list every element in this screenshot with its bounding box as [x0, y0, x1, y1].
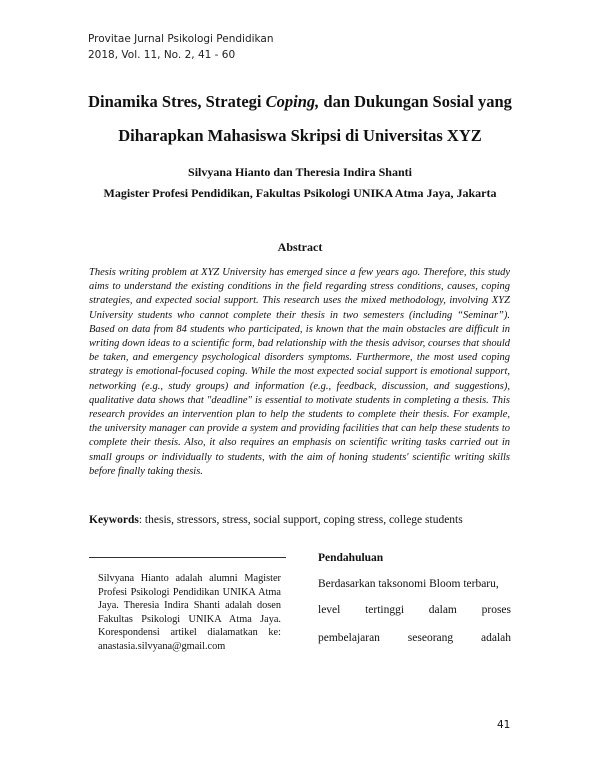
footnote-divider — [89, 557, 286, 558]
body-text-line: Berdasarkan taksonomi Bloom terbaru, — [318, 578, 499, 590]
keywords-text: : thesis, stressors, stress, social support, coping stress, college students — [138, 514, 463, 526]
page-number: 41 — [497, 719, 511, 731]
paper-title-line-1 — [40, 92, 560, 112]
keywords-label: Keywords — [89, 514, 139, 526]
title-part-b: dan Dukungan Sosial yang — [319, 92, 512, 111]
section-heading: Pendahuluan — [318, 552, 384, 564]
abstract-text: Thesis writing problem at XYZ University has emerged since a few years ago. Therefore, this study aims to understand the existing conditions in the field regarding stress conditions, causes, coping strategies, and expected social support. This research uses the mixed methodology, involving XYZ University students who cannot complete their thesis in two semesters (including “Seminar”). Based on data from 84 students who participated, is known that the main obstacles are difficult in writing down ideas to a scientific form, bad relationship with the thesis advisor, courses that should be taken, and emergency psychological disorders symptoms. Furthermore, the most used coping strategy is emotional-focused coping. While the most expected social support is emotional support, networking (e.g., study groups) and information (e.g., feedback, discussion, and suggestions), qualitative data shows that "deadline" is essential to motivate students in completing a thesis. This research provides an intervention plan to help the students to complete their thesis. For example, the university manager can provide a system and providing facilities that can help these students to complete their thesis. Also, it also requires an emphasis on scientific writing tasks carried out in small groups or individually to students, with the aim of honing students' scientific writing skills before finally taking thesis. — [89, 267, 510, 477]
author-footnote: Silvyana Hianto adalah alumni Magister Profesi Psikologi Pendidikan UNIKA Atma Jaya. Theresia Indira Shanti adalah dosen Fakultas Psikologi UNIKA Atma Jaya. Korespondensi artikel dialamatkan ke: anastasia.silvyana@gmail.com — [98, 573, 281, 652]
authors: Silvyana Hianto dan Theresia Indira Shanti — [188, 165, 412, 179]
journal-citation: 2018, Vol. 11, No. 2, 41 - 60 — [88, 49, 236, 61]
journal-header — [88, 31, 274, 63]
title-part-a: Dinamika Stres, Strategi — [88, 92, 266, 111]
paper-title-line-2: Diharapkan Mahasiswa Skripsi di Universitas XYZ — [118, 126, 482, 145]
title-italic-term: Coping, — [265, 92, 320, 111]
abstract-heading: Abstract — [277, 240, 323, 254]
body-text-line: level tertinggi dalam proses — [318, 604, 511, 616]
body-text-line: pembelajaran seseorang adalah — [318, 632, 511, 644]
journal-name: Provitae Jurnal Psikologi Pendidikan — [88, 33, 274, 45]
keywords-line — [89, 514, 519, 526]
affiliation: Magister Profesi Pendidikan, Fakultas Psikologi UNIKA Atma Jaya, Jakarta — [103, 186, 497, 200]
